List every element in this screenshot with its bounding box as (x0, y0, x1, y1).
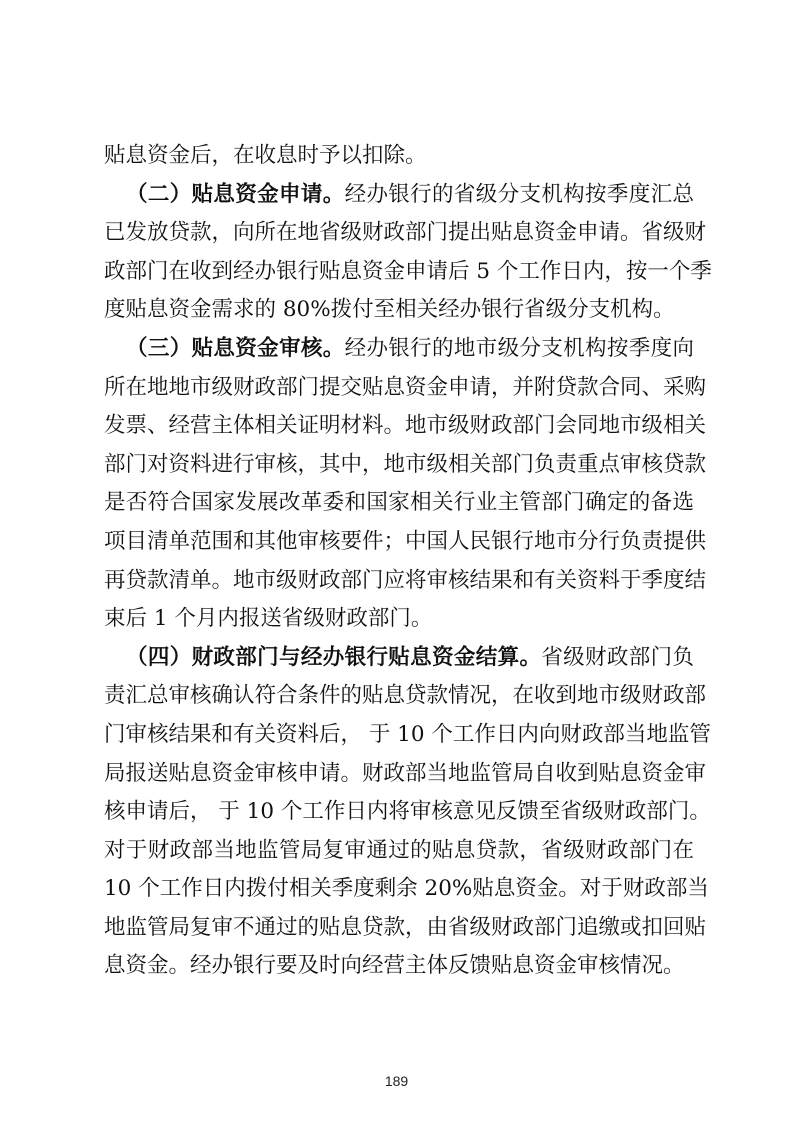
paragraph-line: 再贷款清单。地市级财政部门应将审核结果和有关资料于季度结 (104, 567, 707, 593)
page-number: 189 (384, 1073, 409, 1089)
paragraph-line: 息资金。经办银行要及时向经营主体反馈贴息资金审核情况。 (104, 953, 685, 979)
paragraph-line: （二）贴息资金申请。经办银行的省级分支机构按季度汇总 (126, 181, 694, 207)
section-heading: （二）贴息资金申请。 (126, 181, 345, 207)
paragraph-line: 项目清单范围和其他审核要件；中国人民银行地市分行负责提供 (104, 528, 707, 554)
paragraph-line: 部门对资料进行审核，其中，地市级相关部门负责重点审核贷款 (104, 451, 707, 477)
document-body (104, 137, 712, 986)
paragraph-line: 是否符合国家发展改革委和国家相关行业主管部门确定的备选 (104, 490, 694, 516)
paragraph-line: 度贴息资金需求的 80%拨付至相关经办银行省级分支机构。 (104, 297, 675, 323)
paragraph-line: 局报送贴息资金审核申请。财政部当地监管局自收到贴息资金审 (104, 760, 707, 786)
paragraph-line: 10 个工作日内拨付相关季度剩余 20%贴息资金。对于财政部当 (104, 876, 709, 902)
paragraph-line: 责汇总审核确认符合条件的贴息贷款情况，在收到地市级财政部 (104, 683, 707, 709)
paragraph-line: 发票、经营主体相关证明材料。地市级财政部门会同地市级相关 (104, 413, 707, 439)
paragraph-line: 地监管局复审不通过的贴息贷款，由省级财政部门追缴或扣回贴 (104, 914, 707, 940)
paragraph-line: 门审核结果和有关资料后， 于 10 个工作日内向财政部当地监管 (104, 721, 711, 747)
paragraph-line: 核申请后， 于 10 个工作日内将审核意见反馈至省级财政部门。 (104, 799, 711, 825)
paragraph-line: （三）贴息资金审核。经办银行的地市级分支机构按季度向 (126, 335, 694, 361)
paragraph-line: 贴息资金后，在收息时予以扣除。 (104, 143, 427, 168)
section-heading: （四）财政部门与经办银行贴息资金结算。 (126, 644, 542, 670)
paragraph-line: （四）财政部门与经办银行贴息资金结算。省级财政部门负 (126, 644, 694, 670)
paragraph-line: 所在地地市级财政部门提交贴息资金申请，并附贷款合同、采购 (104, 374, 707, 400)
section-heading: （三）贴息资金审核。 (126, 335, 345, 361)
paragraph-line: 已发放贷款，向所在地省级财政部门提出贴息资金申请。省级财 (104, 220, 707, 246)
paragraph-line: 对于财政部当地监管局复审通过的贴息贷款，省级财政部门在 (104, 837, 694, 863)
paragraph-line: 政部门在收到经办银行贴息资金申请后 5 个工作日内，按一个季 (104, 258, 712, 284)
paragraph-line: 束后 1 个月内报送省级财政部门。 (104, 606, 433, 632)
